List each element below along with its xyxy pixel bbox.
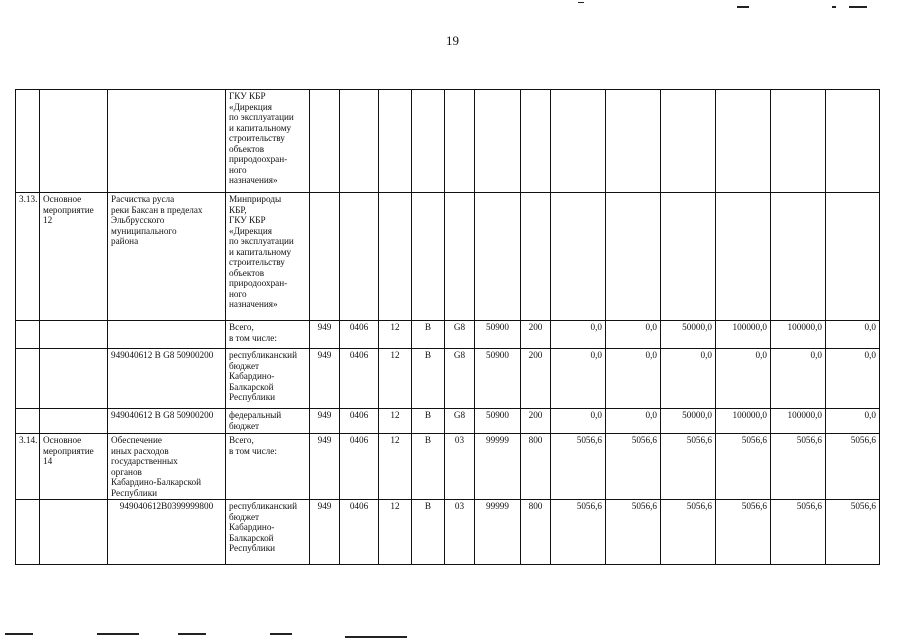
cell-grbs: 949 bbox=[310, 434, 340, 500]
cell-grbs: 949 bbox=[310, 321, 340, 349]
cell-grbs: 949 bbox=[310, 349, 340, 409]
cell-year-1: 5056,6 bbox=[551, 434, 606, 500]
cell-main-event bbox=[445, 90, 475, 193]
cell-direction: 99999 bbox=[475, 434, 521, 500]
cell-year-4: 0,0 bbox=[716, 349, 771, 409]
cell-direction: 50900 bbox=[475, 409, 521, 434]
table-row bbox=[16, 193, 880, 321]
cell-event bbox=[40, 349, 108, 409]
cell-year-3 bbox=[661, 90, 716, 193]
cell-year-1: 5056,6 bbox=[551, 500, 606, 565]
cell-year-2: 5056,6 bbox=[606, 500, 661, 565]
cell-rzpr: 0406 bbox=[340, 321, 379, 349]
cell-year-2 bbox=[606, 193, 661, 321]
cell-year-1: 0,0 bbox=[551, 409, 606, 434]
cell-subprogram: В bbox=[412, 321, 445, 349]
cell-main-event: 03 bbox=[445, 434, 475, 500]
table-row bbox=[16, 409, 880, 434]
cell-rzpr: 0406 bbox=[340, 349, 379, 409]
cell-year-5: 5056,6 bbox=[771, 434, 826, 500]
cell-program: 12 bbox=[379, 409, 412, 434]
cell-year-6: 0,0 bbox=[826, 349, 880, 409]
cell-rzpr: 0406 bbox=[340, 409, 379, 434]
cell-program bbox=[379, 193, 412, 321]
cell-direction: 50900 bbox=[475, 349, 521, 409]
table-row bbox=[16, 434, 880, 500]
cell-main-event: G8 bbox=[445, 409, 475, 434]
cell-executor: Всего, в том числе: bbox=[226, 321, 310, 349]
cell-year-4: 100000,0 bbox=[716, 321, 771, 349]
scan-mark bbox=[849, 6, 867, 8]
page-number: 19 bbox=[446, 33, 459, 48]
cell-year-2: 0,0 bbox=[606, 409, 661, 434]
cell-executor: Всего, в том числе: bbox=[226, 434, 310, 500]
table-row bbox=[16, 349, 880, 409]
cell-rzpr: 0406 bbox=[340, 500, 379, 565]
cell-direction: 99999 bbox=[475, 500, 521, 565]
cell-expense-type bbox=[521, 193, 551, 321]
cell-executor: Минприроды КБР, ГКУ КБР «Дирекция по эксплуатации и капитальному строительству объектов природоохран- ного назначения» bbox=[226, 193, 310, 321]
cell-expense-type: 800 bbox=[521, 434, 551, 500]
cell-year-4: 100000,0 bbox=[716, 409, 771, 434]
cell-name: Обеспечение иных расходов государственных органов Кабардино-Балкарской Республики bbox=[108, 434, 226, 500]
cell-direction: 50900 bbox=[475, 321, 521, 349]
cell-year-6 bbox=[826, 90, 880, 193]
cell-rzpr bbox=[340, 193, 379, 321]
cell-year-6: 0,0 bbox=[826, 321, 880, 349]
cell-executor: ГКУ КБР «Дирекция по эксплуатации и капитальному строительству объектов природоохран- ного назначения» bbox=[226, 90, 310, 193]
table-row bbox=[16, 500, 880, 565]
cell-program bbox=[379, 90, 412, 193]
cell-executor: федеральный бюджет bbox=[226, 409, 310, 434]
table-row bbox=[16, 321, 880, 349]
cell-year-2: 0,0 bbox=[606, 349, 661, 409]
scan-mark bbox=[178, 633, 206, 635]
cell-year-4: 5056,6 bbox=[716, 500, 771, 565]
cell-number bbox=[16, 349, 40, 409]
cell-year-6: 5056,6 bbox=[826, 500, 880, 565]
cell-year-6: 5056,6 bbox=[826, 434, 880, 500]
cell-grbs: 949 bbox=[310, 500, 340, 565]
cell-expense-type: 200 bbox=[521, 349, 551, 409]
cell-year-1 bbox=[551, 193, 606, 321]
cell-year-4: 5056,6 bbox=[716, 434, 771, 500]
cell-year-1: 0,0 bbox=[551, 321, 606, 349]
cell-year-3 bbox=[661, 193, 716, 321]
cell-year-3: 50000,0 bbox=[661, 409, 716, 434]
cell-executor: республиканский бюджет Кабардино- Балкарской Республики bbox=[226, 500, 310, 565]
cell-direction bbox=[475, 193, 521, 321]
table-row bbox=[16, 90, 880, 193]
cell-main-event: 03 bbox=[445, 500, 475, 565]
scan-mark bbox=[5, 633, 33, 635]
cell-expense-type: 800 bbox=[521, 500, 551, 565]
cell-program: 12 bbox=[379, 349, 412, 409]
cell-event bbox=[40, 409, 108, 434]
cell-name bbox=[108, 90, 226, 193]
cell-subprogram: В bbox=[412, 349, 445, 409]
cell-year-3: 5056,6 bbox=[661, 434, 716, 500]
cell-year-5: 0,0 bbox=[771, 349, 826, 409]
cell-year-6 bbox=[826, 193, 880, 321]
cell-name: 949040612 В G8 50900200 bbox=[108, 409, 226, 434]
cell-name: Расчистка русла реки Баксан в пределах Эльбрусского муниципального района bbox=[108, 193, 226, 321]
cell-year-3: 0,0 bbox=[661, 349, 716, 409]
cell-event bbox=[40, 321, 108, 349]
cell-year-2: 0,0 bbox=[606, 321, 661, 349]
cell-grbs bbox=[310, 90, 340, 193]
cell-year-1: 0,0 bbox=[551, 349, 606, 409]
scan-mark bbox=[832, 6, 836, 8]
cell-year-5: 100000,0 bbox=[771, 409, 826, 434]
cell-event bbox=[40, 90, 108, 193]
table-body bbox=[16, 90, 880, 565]
cell-grbs bbox=[310, 193, 340, 321]
cell-program: 12 bbox=[379, 321, 412, 349]
cell-name: 949040612 В G8 50900200 bbox=[108, 349, 226, 409]
cell-name bbox=[108, 321, 226, 349]
cell-expense-type: 200 bbox=[521, 409, 551, 434]
budget-table bbox=[15, 89, 880, 565]
cell-number: 3.14. bbox=[16, 434, 40, 500]
cell-subprogram: В bbox=[412, 500, 445, 565]
cell-year-5: 5056,6 bbox=[771, 500, 826, 565]
cell-year-5 bbox=[771, 90, 826, 193]
cell-event: Основное мероприятие 14 bbox=[40, 434, 108, 500]
cell-rzpr: 0406 bbox=[340, 434, 379, 500]
cell-program: 12 bbox=[379, 434, 412, 500]
cell-year-1 bbox=[551, 90, 606, 193]
cell-number bbox=[16, 90, 40, 193]
cell-subprogram bbox=[412, 193, 445, 321]
cell-expense-type: 200 bbox=[521, 321, 551, 349]
cell-event bbox=[40, 500, 108, 565]
cell-year-5: 100000,0 bbox=[771, 321, 826, 349]
cell-year-3: 5056,6 bbox=[661, 500, 716, 565]
cell-rzpr bbox=[340, 90, 379, 193]
cell-number bbox=[16, 321, 40, 349]
scan-mark bbox=[270, 633, 292, 635]
cell-subprogram: В bbox=[412, 434, 445, 500]
cell-year-4 bbox=[716, 193, 771, 321]
scan-mark bbox=[737, 6, 749, 8]
cell-main-event bbox=[445, 193, 475, 321]
cell-subprogram: В bbox=[412, 409, 445, 434]
cell-event: Основное мероприятие 12 bbox=[40, 193, 108, 321]
cell-name: 949040612В0399999800 bbox=[108, 500, 226, 565]
cell-subprogram bbox=[412, 90, 445, 193]
cell-year-2: 5056,6 bbox=[606, 434, 661, 500]
scan-mark bbox=[345, 636, 407, 638]
cell-expense-type bbox=[521, 90, 551, 193]
cell-main-event: G8 bbox=[445, 349, 475, 409]
cell-main-event: G8 bbox=[445, 321, 475, 349]
scan-mark bbox=[578, 2, 584, 3]
cell-executor: республиканский бюджет Кабардино- Балкарской Республики bbox=[226, 349, 310, 409]
cell-number: 3.13. bbox=[16, 193, 40, 321]
cell-direction bbox=[475, 90, 521, 193]
cell-grbs: 949 bbox=[310, 409, 340, 434]
cell-year-3: 50000,0 bbox=[661, 321, 716, 349]
cell-number bbox=[16, 409, 40, 434]
cell-year-4 bbox=[716, 90, 771, 193]
cell-year-5 bbox=[771, 193, 826, 321]
cell-year-6: 0,0 bbox=[826, 409, 880, 434]
cell-year-2 bbox=[606, 90, 661, 193]
scan-mark bbox=[97, 633, 139, 635]
cell-number bbox=[16, 500, 40, 565]
cell-program: 12 bbox=[379, 500, 412, 565]
